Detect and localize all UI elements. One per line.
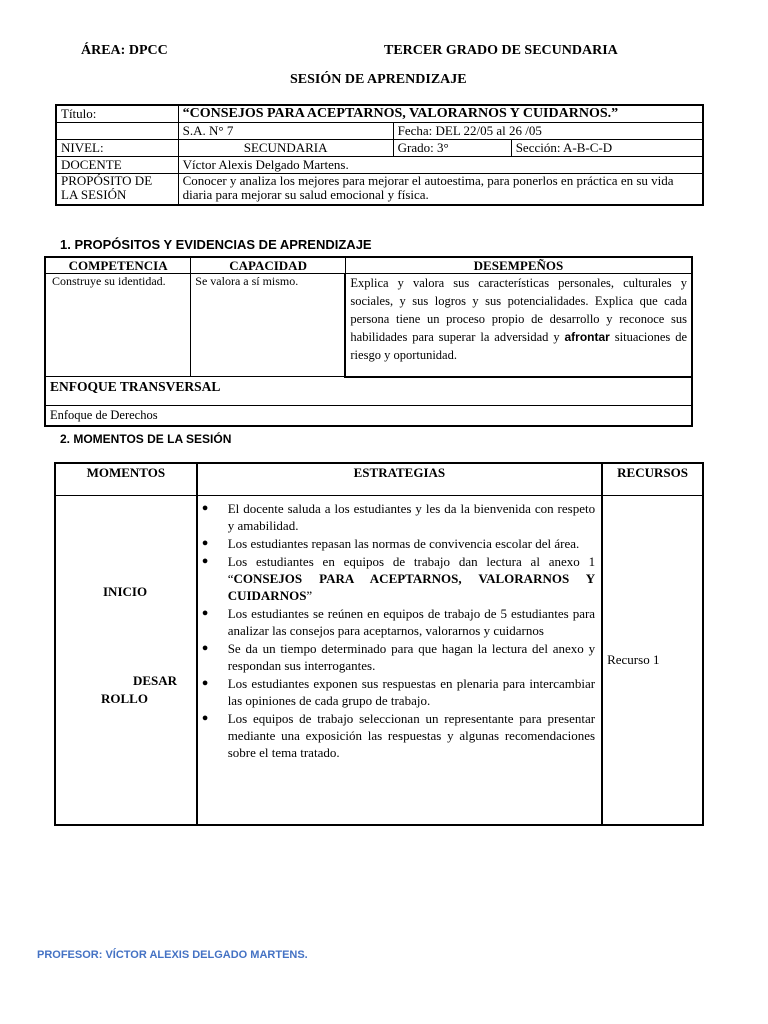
- momento-rollo: ROLLO: [101, 691, 148, 706]
- momento-inicio: INICIO: [103, 584, 148, 599]
- col-recursos: RECURSOS: [602, 463, 703, 496]
- capacidad-value: Se valora a sí mismo.: [191, 274, 346, 377]
- competencia-value: Construye su identidad.: [45, 274, 191, 377]
- bullet-icon: ●: [201, 555, 209, 567]
- list-item: [201, 553, 596, 604]
- session-title: SESIÓN DE APRENDIZAJE: [290, 72, 467, 87]
- section-1-title: 1. PROPÓSITOS Y EVIDENCIAS DE APRENDIZAJE: [60, 237, 372, 252]
- titulo-value: “CONSEJOS PARA ACEPTARNOS, VALORARNOS Y CUIDARNOS.”: [178, 105, 703, 123]
- proposito-label-line2: LA SESIÓN: [61, 187, 127, 202]
- competencies-table: [44, 256, 693, 427]
- proposito-label: [56, 174, 178, 206]
- desempeno-text-2: situaciones de riesgo y oportunidad.: [350, 330, 688, 362]
- list-item: [201, 640, 596, 674]
- strategies-list: [198, 500, 595, 761]
- recurso-value: Recurso 1: [602, 496, 703, 826]
- momentos-cell: [55, 496, 197, 826]
- bullet-icon: ●: [201, 677, 209, 689]
- moments-table: [54, 462, 704, 826]
- fecha: Fecha: DEL 22/05 al 26 /05: [393, 123, 703, 140]
- strategy-text: Los estudiantes se reúnen en equipos de trabajo de 5 estudiantes para analizar las consejos para aceptarnos, valorarnos y cuidarnos: [227, 606, 596, 638]
- enfoque-title: ENFOQUE TRANSVERSAL: [45, 377, 692, 406]
- strategy-text: Se da un tiempo determinado para que hagan la lectura del anexo y respondan sus interrogantes.: [227, 641, 596, 673]
- desempeno-bold: afrontar: [564, 330, 610, 344]
- titulo-label: Título:: [56, 105, 178, 123]
- strategy-text: Los estudiantes exponen sus respuestas en plenaria para intercambiar las opiniones de cada grupo de trabajo.: [227, 676, 596, 708]
- nivel-value: SECUNDARIA: [178, 140, 393, 157]
- enfoque-value: Enfoque de Derechos: [45, 405, 692, 426]
- estrategias-cell: [197, 496, 602, 826]
- area-label: ÁREA: DPCC: [81, 43, 168, 58]
- col-desempenos: DESEMPEÑOS: [345, 257, 692, 274]
- bullet-icon: ●: [201, 642, 209, 654]
- desempenos-value: [345, 274, 692, 377]
- bullet-icon: ●: [201, 607, 209, 619]
- proposito-label-line1: PROPÓSITO DE: [61, 173, 153, 188]
- strategy-text: Los estudiantes repasan las normas de convivencia escolar del área.: [227, 536, 580, 551]
- bullet-icon: ●: [201, 502, 209, 514]
- bullet-icon: ●: [201, 712, 209, 724]
- docente-label: DOCENTE: [56, 157, 178, 174]
- strategy-text: Los estudiantes en equipos de trabajo dan lectura al anexo 1 “: [227, 554, 596, 586]
- list-item: [201, 605, 596, 639]
- proposito-value: Conocer y analiza los mejores para mejorar el autoestima, para ponerlos en práctica en su vida diaria para mejorar su salud emocional y física.: [178, 174, 703, 206]
- session-info-table: [55, 104, 704, 206]
- list-item: [201, 535, 595, 552]
- seccion: Sección: A-B-C-D: [511, 140, 703, 157]
- col-competencia: COMPETENCIA: [45, 257, 191, 274]
- sa-number: S.A. N° 7: [178, 123, 393, 140]
- col-estrategias: ESTRATEGIAS: [197, 463, 602, 496]
- list-item: [201, 710, 596, 761]
- col-capacidad: CAPACIDAD: [191, 257, 346, 274]
- col-momentos: MOMENTOS: [55, 463, 197, 496]
- momento-desar: DESAR: [133, 673, 178, 688]
- desempeno-text-1: Explica y valora sus características personales, culturales y sociales, y sus logros y sus potencialidades. Explica que cada persona tiene un proceso propio de desarrollo y reconoce sus habilidades para superar la adversidad y: [350, 276, 687, 344]
- strategy-text: Los equipos de trabajo seleccionan un representante para presentar mediante una exposición las respuestas y algunas recomendaciones sobre el tema tratado.: [227, 711, 596, 760]
- list-item: [201, 500, 596, 534]
- strategy-text: ”: [306, 588, 313, 603]
- nivel-label: NIVEL:: [56, 140, 178, 157]
- list-item: [201, 675, 596, 709]
- docente-value: Víctor Alexis Delgado Martens.: [178, 157, 703, 174]
- bullet-icon: ●: [201, 537, 209, 549]
- grado: Grado: 3°: [393, 140, 511, 157]
- grade-label: TERCER GRADO DE SECUNDARIA: [384, 43, 618, 58]
- section-2-title: 2. MOMENTOS DE LA SESIÓN: [60, 432, 232, 446]
- strategy-bold-text: CONSEJOS PARA ACEPTARNOS, VALORARNOS Y CUIDARNOS: [227, 571, 596, 603]
- strategy-text: El docente saluda a los estudiantes y les da la bienvenida con respeto y amabilidad.: [227, 501, 596, 533]
- footer-profesor: PROFESOR: VÍCTOR ALEXIS DELGADO MARTENS.: [37, 949, 308, 961]
